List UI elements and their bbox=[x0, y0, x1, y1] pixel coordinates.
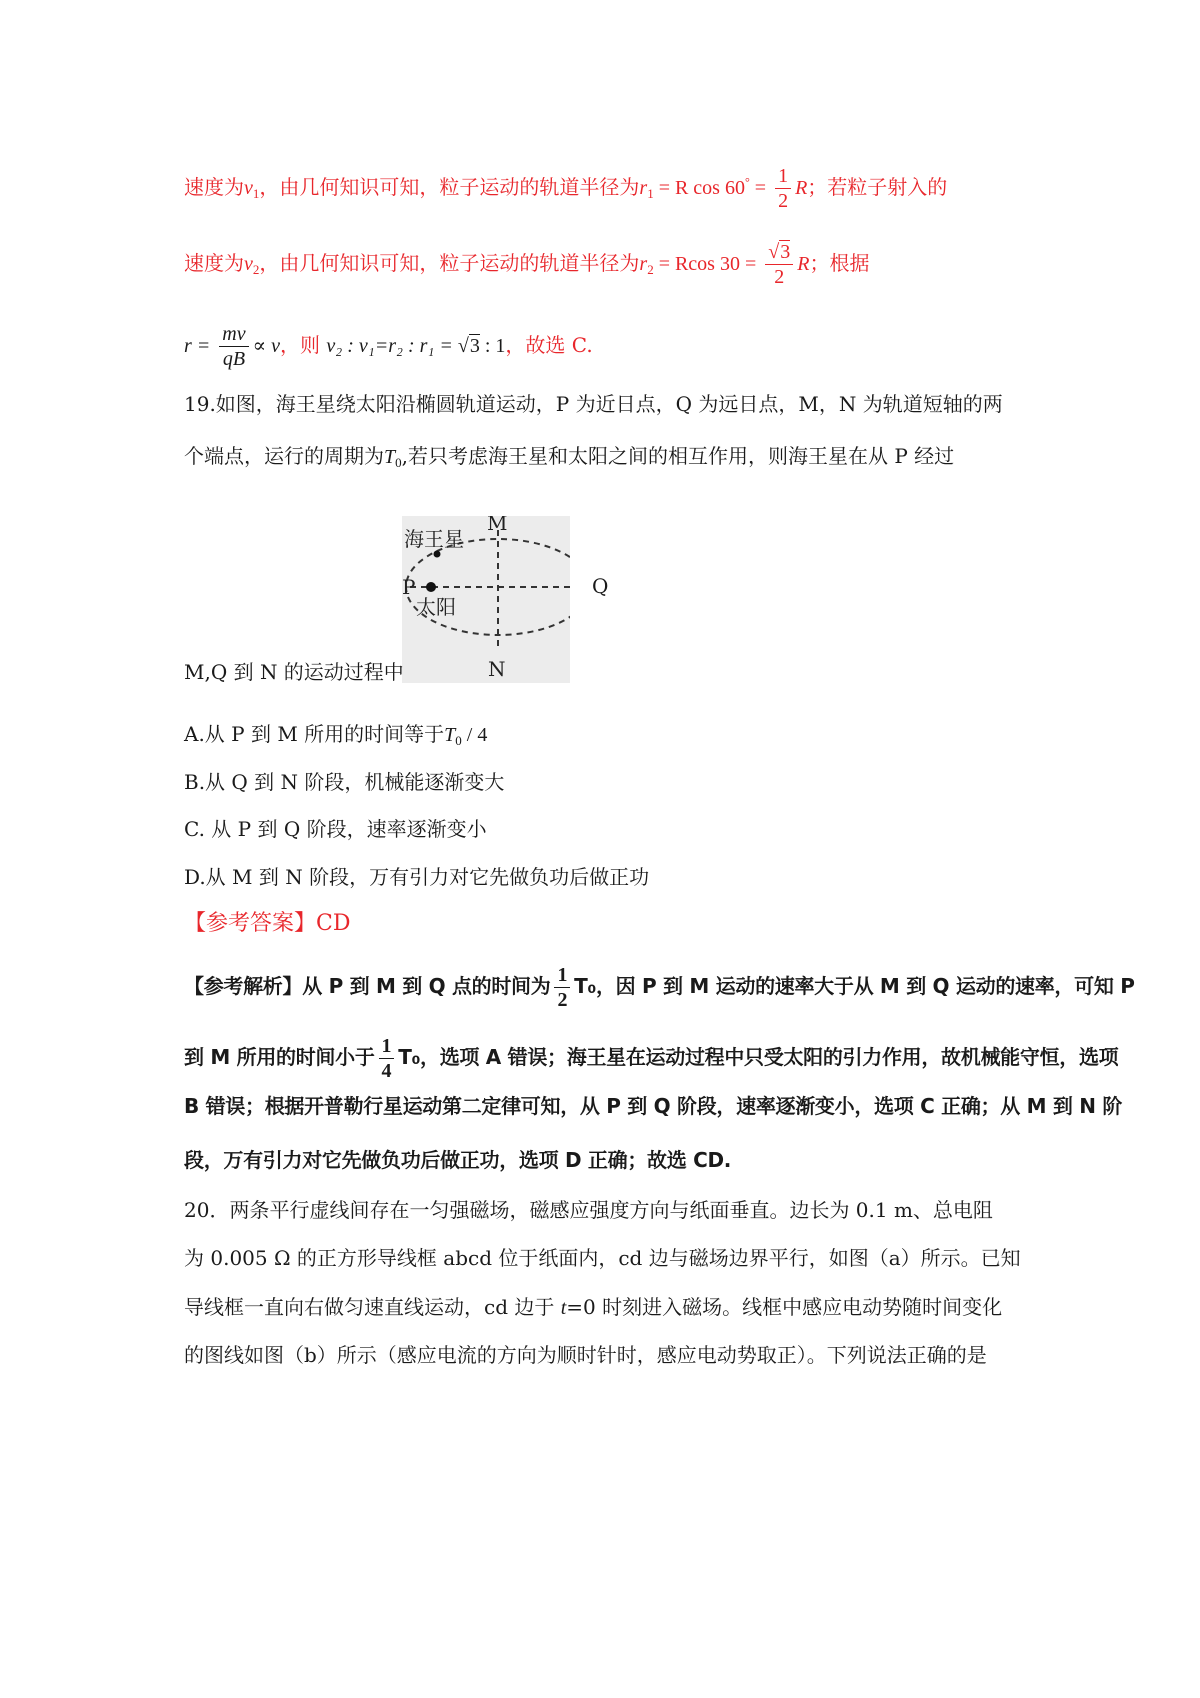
denominator: 4 bbox=[381, 1060, 392, 1082]
var-T: T bbox=[444, 724, 456, 746]
subscript: 2 bbox=[252, 262, 260, 277]
label-P: P bbox=[402, 575, 416, 599]
q19-analysis-line-1 bbox=[184, 963, 1135, 1012]
var-T: T bbox=[384, 446, 396, 468]
q19-analysis-line-2 bbox=[184, 1034, 1118, 1083]
label-sun: 太阳 bbox=[416, 595, 456, 619]
var-v: v bbox=[244, 177, 253, 199]
fraction bbox=[775, 164, 791, 213]
text: ；若粒子射入的 bbox=[807, 175, 948, 199]
fraction bbox=[554, 963, 570, 1012]
subscript: 1 bbox=[647, 186, 654, 201]
sun-dot bbox=[426, 582, 436, 592]
orbit-figure bbox=[402, 516, 570, 683]
q20-line-2: 为 0.005 Ω 的正方形导线框 abcd 位于纸面内，cd 边与磁场边界平行，如图（a）所示。已知 bbox=[184, 1246, 1021, 1270]
text: / 4 bbox=[461, 724, 488, 746]
denominator: qB bbox=[222, 348, 246, 370]
text: A.从 P 到 M 所用的时间等于 bbox=[184, 722, 445, 746]
numerator: 1 bbox=[554, 963, 570, 988]
q19-option-C: C. 从 P 到 Q 阶段，速率逐渐变小 bbox=[184, 817, 487, 841]
ratio-end: : 1 bbox=[479, 335, 506, 357]
text: =0 时刻进入磁场。线框中感应电动势随时间变化 bbox=[566, 1295, 1003, 1319]
var-r: r bbox=[639, 177, 648, 199]
sqrt: √3 bbox=[457, 335, 480, 357]
label-neptune: 海王星 bbox=[404, 527, 464, 551]
numerator: √3 bbox=[765, 240, 793, 265]
ratio: v₂ : v₁=r₂ : r₁ = bbox=[326, 335, 458, 357]
subscript: 0 bbox=[395, 455, 402, 470]
degree-sign: ° bbox=[744, 175, 750, 189]
subscript: 1 bbox=[252, 186, 260, 201]
q19-option-B: B.从 Q 到 N 阶段，机械能逐渐变大 bbox=[184, 770, 505, 794]
var-R: R bbox=[797, 253, 810, 275]
var-v: v bbox=[244, 253, 253, 275]
label-Q: Q bbox=[592, 574, 609, 598]
text: 速度为 bbox=[184, 251, 244, 275]
text: ，由几何知识可知，粒子运动的轨道半径为 bbox=[259, 251, 640, 275]
var-r: r = bbox=[184, 335, 216, 357]
text: T₀，因 P 到 M 运动的速率大于从 M 到 Q 运动的速率，可知 P bbox=[574, 974, 1135, 998]
q19-analysis-line-4: 段，万有引力对它先做负功后做正功，选项 D 正确；故选 CD. bbox=[184, 1148, 732, 1172]
fraction bbox=[379, 1034, 395, 1083]
label-M: M bbox=[487, 516, 508, 535]
numerator: mv bbox=[219, 322, 248, 347]
denominator: 2 bbox=[774, 266, 785, 288]
solution-line-3 bbox=[184, 322, 593, 371]
fraction bbox=[765, 240, 793, 289]
solution-line-1 bbox=[184, 164, 947, 213]
equals: = bbox=[749, 177, 772, 199]
numerator: 1 bbox=[379, 1034, 395, 1059]
equation: = Rcos 30 = bbox=[653, 253, 762, 275]
proportional: ∝ v bbox=[252, 335, 281, 357]
text: ,若只考虑海王星和太阳之间的相互作用，则海王星在从 P 经过 bbox=[401, 444, 955, 468]
sqrt-radicand: 3 bbox=[469, 335, 480, 357]
var-r: r bbox=[639, 253, 648, 275]
text: 个端点，运行的周期为 bbox=[184, 444, 384, 468]
q19-answer: 【参考答案】CD bbox=[184, 911, 351, 936]
text: ，则 bbox=[280, 333, 321, 357]
text: ，故选 C. bbox=[505, 333, 593, 357]
text: 【参考解析】从 P 到 M 到 Q 点的时间为 bbox=[184, 974, 551, 998]
q19-stem-line-2 bbox=[184, 442, 954, 477]
sqrt-radicand: 3 bbox=[780, 241, 791, 263]
q19-option-A bbox=[184, 720, 487, 755]
denominator: 2 bbox=[557, 989, 568, 1011]
q19-analysis-line-3: B 错误；根据开普勒行星运动第二定律可知，从 P 到 Q 阶段，速率逐渐变小，选项 C 正确；从 M 到 N 阶 bbox=[184, 1094, 1123, 1118]
orbit-diagram bbox=[402, 516, 570, 683]
text: 导线框一直向右做匀速直线运动，cd 边于 bbox=[184, 1295, 561, 1319]
numerator: 1 bbox=[775, 164, 791, 189]
equation: = R cos 60 bbox=[653, 177, 745, 199]
var-t: t bbox=[560, 1297, 567, 1319]
text: ，由几何知识可知，粒子运动的轨道半径为 bbox=[259, 175, 640, 199]
q19-stem-line-3: M,Q 到 N 的运动过程中 bbox=[184, 660, 404, 684]
text: 到 M 所用的时间小于 bbox=[184, 1045, 375, 1069]
fraction bbox=[219, 322, 248, 371]
q19-option-D: D.从 M 到 N 阶段，万有引力对它先做负功后做正功 bbox=[184, 865, 650, 889]
denominator: 2 bbox=[778, 190, 789, 212]
text: 速度为 bbox=[184, 175, 244, 199]
subscript: 0 bbox=[455, 733, 462, 748]
text: T₀，选项 A 错误；海王星在运动过程中只受太阳的引力作用，故机械能守恒，选项 bbox=[398, 1045, 1119, 1069]
q20-line-3 bbox=[184, 1293, 1002, 1322]
text: ；根据 bbox=[809, 251, 870, 275]
q20-line-1: 20．两条平行虚线间存在一匀强磁场，磁感应强度方向与纸面垂直。边长为 0.1 m、总电阻 bbox=[184, 1198, 993, 1222]
subscript: 2 bbox=[647, 262, 654, 277]
q20-line-4: 的图线如图（b）所示（感应电流的方向为顺时针时，感应电动势取正）。下列说法正确的是 bbox=[184, 1343, 987, 1367]
label-N: N bbox=[488, 657, 506, 681]
var-R: R bbox=[795, 177, 808, 199]
q19-stem-line-1: 19.如图，海王星绕太阳沿椭圆轨道运动，P 为近日点，Q 为远日点，M，N 为轨道短轴的两 bbox=[184, 392, 1003, 416]
solution-line-2 bbox=[184, 240, 869, 289]
neptune-dot bbox=[434, 551, 441, 558]
